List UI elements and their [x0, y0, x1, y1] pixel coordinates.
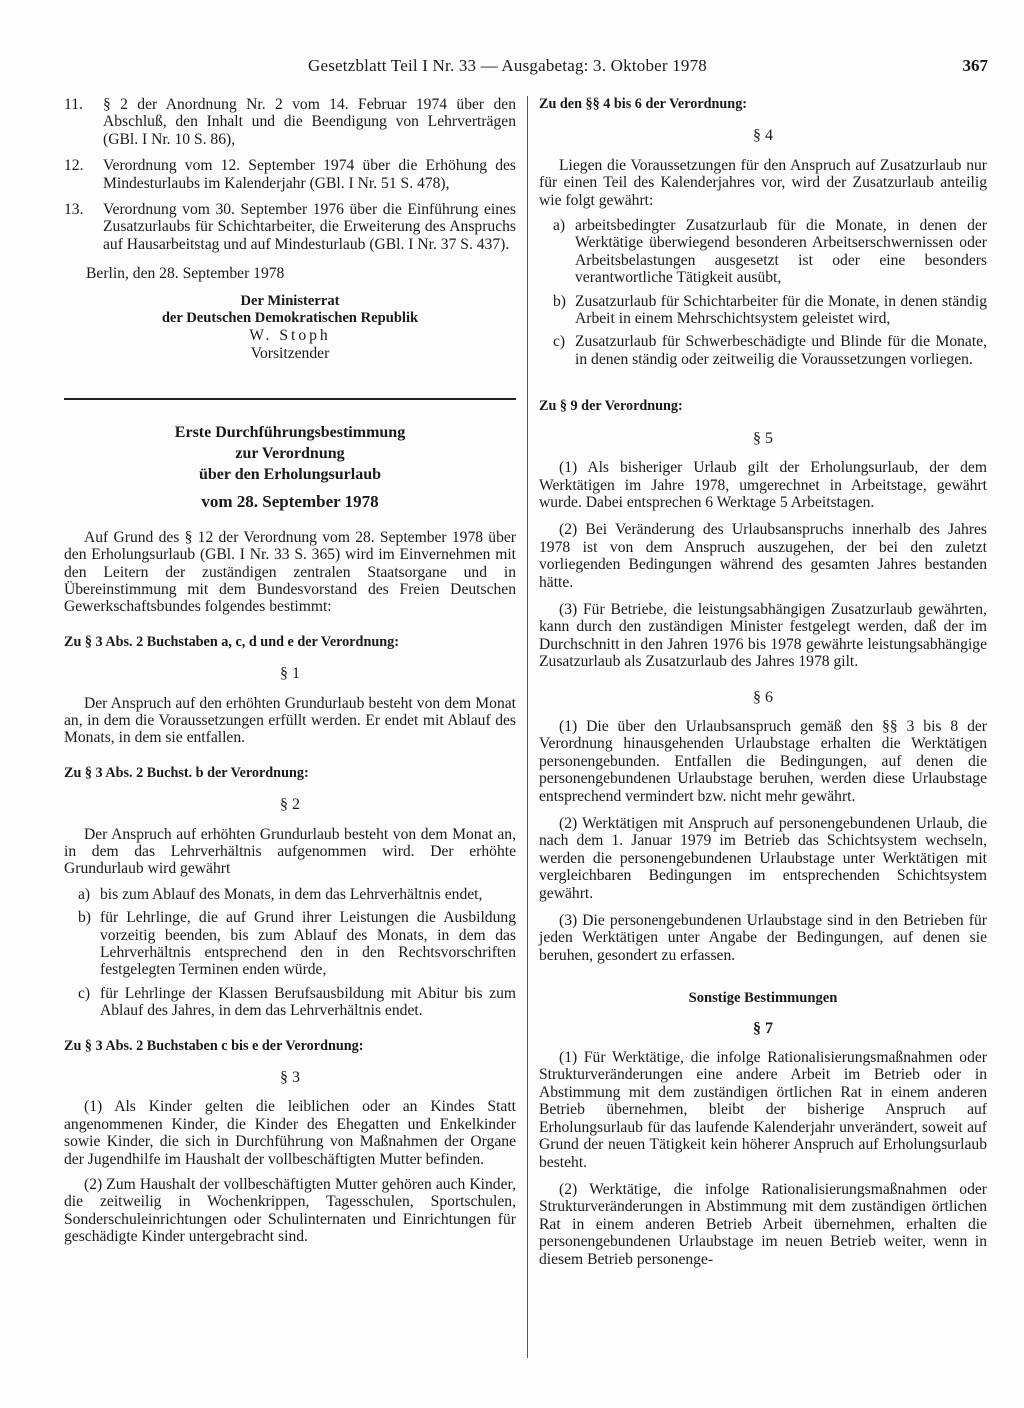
right-column: [539, 96, 987, 1268]
item-label: b): [78, 909, 91, 927]
column-divider: [527, 96, 528, 1358]
section-heading: § 7: [753, 1019, 773, 1037]
paragraph: (1) Die über den Urlaubsanspruch gemäß den §§ 3 bis 8 der Verordnung hinausgehenden Urlaubstage erhalten die Werktätigen personengebunden. Entfallen die Bedingungen, auf denen die personengebundenen Urlaubstage beruhen, werden diese Urlaubstage entsprechend vermindert bzw. nicht mehr gewährt.: [539, 717, 987, 805]
section-heading: § 3: [280, 1069, 300, 1087]
item-text: für Lehrlinge der Klassen Berufsausbildung mit Abitur bis zum Ablauf des Jahres, in dem das Lehrverhältnis endet.: [100, 984, 516, 1020]
item-label: c): [553, 333, 566, 351]
paragraph: (2) Zum Haushalt der vollbeschäftigten Mutter gehören auch Kinder, die zeitweilig in Wochenkrippen, Tagesschulen, Sportschulen, Sonderschuleinrichtungen oder Schulinternaten und Einrichtungen für geschädigte Kinder untergebracht sind.: [64, 1176, 516, 1246]
reference-heading: Zu § 3 Abs. 2 Buchstaben c bis e der Verordnung:: [64, 1037, 364, 1054]
item-number: 11.: [64, 96, 83, 113]
document-date: vom 28. September 1978: [201, 492, 379, 512]
paragraph: (3) Die personengebundenen Urlaubstage sind in den Betrieben für jeden Werktätigen unter Angabe der Bedingungen, auf denen sie beruhen, gesondert zu erfassen.: [539, 912, 987, 964]
section-heading: § 5: [753, 429, 773, 447]
list-item: [539, 217, 987, 287]
item-label: a): [78, 885, 91, 903]
paragraph: Der Anspruch auf den erhöhten Grundurlaub besteht von dem Monat an, in dem die Voraussetzungen erfüllt werden. Er endet mit Ablauf des Monats, in dem sie entfallen.: [64, 694, 516, 747]
item-text: für Lehrlinge, die auf Grund ihrer Leistungen die Ausbildung vorzeitig beenden, bis zum Ablauf des Monats, in dem das Lehrverhältnis entsprechend den in den Rechtsvorschriften festgelegten Terminen enden würde,: [100, 909, 516, 979]
title-line: Erste Durchführungsbestimmung: [174, 424, 406, 442]
list-item: [539, 333, 987, 368]
section-heading: § 4: [753, 127, 773, 145]
item-text: bis zum Ablauf des Monats, in dem das Lehrverhältnis endet,: [100, 885, 483, 903]
left-column: [64, 96, 516, 1246]
document-title: [64, 422, 516, 485]
item-label: c): [78, 984, 91, 1002]
signature-institution: Der Ministerrat: [240, 292, 340, 309]
preamble: Auf Grund des § 12 der Verordnung vom 28. September 1978 über den Erholungsurlaub (GBl. I Nr. 33 S. 365) wird im Einvernehmen mit den Leitern der zuständigen zentralen Staatsorgane und in Übereinstimmung mit dem Bundesvorstand des Freien Deutschen Gewerkschaftsbundes folgendes bestimmt:: [64, 528, 516, 616]
paragraph: (2) Werktätige, die infolge Rationalisierungsmaßnahmen oder Strukturveränderungen in Abstimmung mit dem zuständigen örtlichen Rat in einem anderen Betrieb Arbeit übernehmen, erhalten die personengebundenen Urlaubstage im neuen Betrieb weiter, wenn in diesem Betrieb personenge-: [539, 1180, 987, 1268]
paragraph: (3) Für Betriebe, die leistungsabhängigen Zusatzurlaub gewährten, kann durch den zuständigen Minister festgelegt werden, daß der im Durchschnitt in den Jahren 1976 bis 1978 gewährte leistungsabhängige Zusatzurlaub als Zusatzurlaub des Jahres 1978 gilt.: [539, 600, 987, 671]
item-number: 12.: [64, 157, 84, 175]
list-item: [64, 886, 516, 903]
section-heading: § 6: [753, 688, 773, 706]
reference-heading: Zu § 3 Abs. 2 Buchst. b der Verordnung:: [64, 764, 309, 781]
item-text: Zusatzurlaub für Schwerbeschädigte und Blinde für die Monate, in denen ständig oder zeitweilig die Voraussetzungen vorliegen.: [575, 333, 987, 368]
running-title: Gesetzblatt Teil I Nr. 33 — Ausgabetag: 3. Oktober 1978: [308, 56, 708, 75]
item-label: a): [553, 217, 566, 235]
page-number: 367: [962, 56, 988, 75]
item-text: Verordnung vom 12. September 1974 über die Erhöhung des Mindesturlaubs im Kalenderjahr (GBl. I Nr. 51 S. 478),: [103, 157, 516, 192]
title-line: zur Verordnung: [235, 445, 345, 463]
title-line: über den Erholungsurlaub: [199, 466, 381, 484]
list-item: [64, 157, 516, 192]
item-label: b): [553, 292, 566, 310]
list-item: [64, 909, 516, 979]
paragraph: Der Anspruch auf erhöhten Grundurlaub besteht von dem Monat an, in dem das Lehrverhältnis aufgenommen wird. Der erhöhte Grundurlaub wird gewährt: [64, 825, 516, 878]
list-item: [64, 201, 516, 253]
page-header: [0, 57, 1024, 81]
paragraph: Liegen die Voraussetzungen für den Anspruch auf Zusatzurlaub nur für einen Teil des Kalenderjahres vor, wird der Zusatzurlaub anteilig wie folgt gewährt:: [539, 156, 987, 209]
paragraph: (1) Als Kinder gelten die leiblichen oder an Kindes Statt angenommenen Kinder, die Kinder des Ehegatten und Enkelkinder sowie Kinder, die sich in Durchführung von Maßnahmen der Organe der Jugendhilfe im Haushalt der vollbeschäftigten Mutter befinden.: [64, 1098, 516, 1168]
section-title: Sonstige Bestimmungen: [688, 990, 838, 1007]
item-number: 13.: [64, 201, 84, 219]
signature-block: [64, 293, 516, 363]
section-rule: [64, 398, 516, 400]
paragraph: (1) Als bisheriger Urlaub gilt der Erholungsurlaub, der dem Werktätigen im Jahre 1978, umgerechnet in Arbeitstage, gewährt wurde. Dabei entsprechen 6 Werktage 5 Arbeitstagen.: [539, 459, 987, 511]
item-text: Verordnung vom 30. September 1976 über die Einführung eines Zusatzurlaubs für Schichtarbeiter, die Erweiterung des Anspruchs auf Hausarbeitstag und auf Mindesturlaub (GBl. I Nr. 37 S. 437).: [103, 201, 516, 253]
paragraph: (2) Werktätigen mit Anspruch auf personengebundenen Urlaub, die nach dem 1. Januar 1979 im Betrieb das Schichtsystem wechseln, werden die personengebundenen Urlaubstage unter Werktätigen mit vergleichbaren Bedingungen im entsprechenden Schichtsystem gewährt.: [539, 815, 987, 902]
signatory-name: W. Stoph: [249, 327, 331, 345]
reference-heading: Zu den §§ 4 bis 6 der Verordnung:: [539, 96, 748, 112]
place-date: Berlin, den 28. September 1978: [86, 265, 285, 283]
paragraph: (1) Für Werktätige, die infolge Rationalisierungsmaßnahmen oder Strukturveränderungen eine andere Arbeit im Betrieb oder in Abstimmung mit dem zuständigen örtlichen Rat in einem anderen Betrieb übernehmen, bleibt der bisherige Anspruch auf Erholungsurlaub für das laufende Kalenderjahr unverändert, soweit auf Grund der neuen Tätigkeit kein höherer Anspruch auf Erholungsurlaub besteht.: [539, 1049, 987, 1171]
reference-heading: Zu § 9 der Verordnung:: [539, 398, 683, 415]
list-item: [64, 985, 516, 1020]
section-heading: § 2: [280, 796, 300, 814]
list-item: [539, 293, 987, 328]
section-heading: § 1: [280, 665, 300, 683]
paragraph: (2) Bei Veränderung des Urlaubsanspruchs innerhalb des Jahres 1978 ist von dem Anspruch auszugehen, der bei den zuletzt vorliegenden Bedingungen während des gesamten Jahres bestanden hätte.: [539, 521, 987, 591]
item-text: § 2 der Anordnung Nr. 2 vom 14. Februar 1974 über den Abschluß, den Inhalt und die Beendigung von Lehrverträgen (GBl. I Nr. 10 S. 86),: [103, 96, 516, 148]
reference-heading: Zu § 3 Abs. 2 Buchstaben a, c, d und e der Verordnung:: [64, 633, 399, 650]
signature-state: der Deutschen Demokratischen Republik: [161, 310, 419, 327]
item-text: Zusatzurlaub für Schichtarbeiter für die Monate, in denen ständig Arbeit in einem Mehrschichtsystem geleistet wird,: [575, 292, 987, 328]
signatory-role: Vorsitzender: [250, 344, 330, 362]
list-item: [64, 96, 516, 148]
item-text: arbeitsbedingter Zusatzurlaub für die Monate, in denen der Werktätige überwiegend besonderen Arbeitserschwernissen oder Arbeitsbelastungen ausgesetzt ist oder eine besonders verantwortliche Tätigkeit ausübt,: [575, 217, 987, 287]
